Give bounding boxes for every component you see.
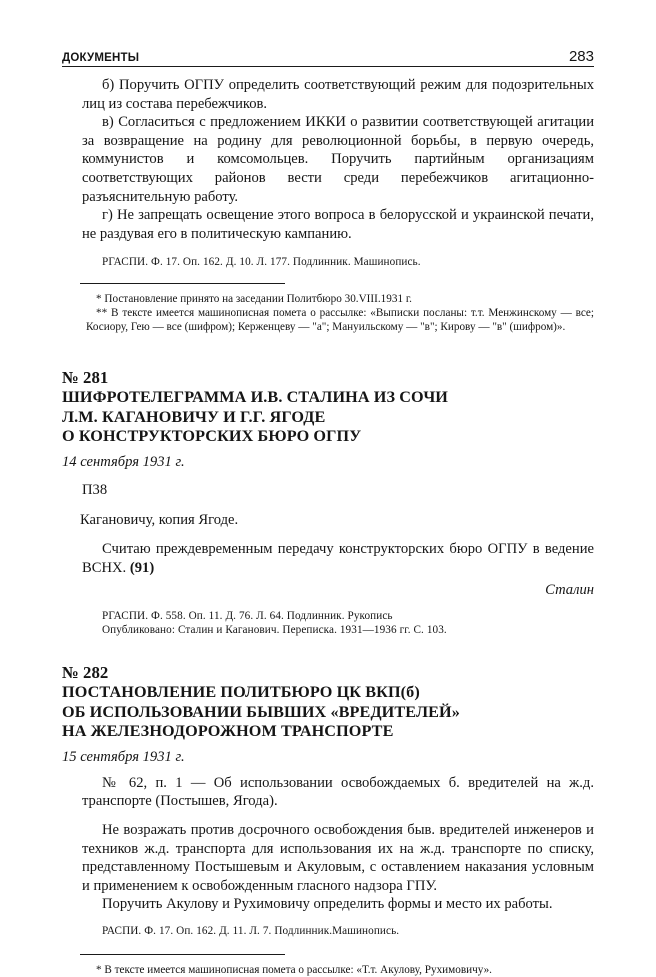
doc-number: № 281	[62, 368, 109, 388]
resolution-text: Поручить Акулову и Рухимовичу определить формы и место их работы.	[102, 896, 553, 913]
paragraph-g: г) Не запрещать освещение этого вопроса в белорусской и украинской печати, не раздувая его в политическую кампанию.	[82, 207, 594, 242]
doc-title-line: ШИФРОТЕЛЕГРАММА И.В. СТАЛИНА ИЗ СОЧИ	[62, 388, 449, 407]
doc-title-line: О КОНСТРУКТОРСКИХ БЮРО ОГПУ	[62, 427, 362, 446]
doc-282-heading	[62, 663, 594, 766]
footnote-1: * Постановление принято на заседании Политбюро 30.VIII.1931 г.	[96, 293, 412, 306]
telegram-body	[82, 540, 594, 577]
footnote-3: * В тексте имеется машинописная помета о рассылке: «Т.т. Акулову, Рухимовичу».	[96, 963, 492, 976]
page-header	[62, 38, 594, 67]
signature: Сталин	[545, 582, 594, 599]
footnote-divider	[80, 283, 285, 284]
publication-note: Опубликовано: Сталин и Каганович. Переписка. 1931—1936 гг. С. 103.	[102, 624, 447, 637]
resolution-text: Не возражать против досрочного освобождения быв. вредителей инженеров и техников ж.д. транспорта для использования их на ж.д. транспорте по списку, представленному Постышевым и Акуловым, с оставлением наказания условным и применением к освобожденным гласного надзора ГПУ.	[82, 821, 594, 894]
archive-source: РГАСПИ. Ф. 17. Оп. 162. Д. 10. Л. 177. Подлинник. Машинопись.	[102, 256, 421, 269]
paragraph-b: б) Поручить ОГПУ определить соответствующий режим для подозрительных лиц из состава перебежчиков.	[82, 77, 594, 112]
doc-date: 14 сентября 1931 г.	[62, 453, 185, 470]
page-number: 283	[568, 48, 594, 65]
paragraph-v: в) Согласиться с предложением ИККИ о развитии соответствующей агитации за возвращение на родину для революционной борьбы, в первую очередь, коммунистов и комсомольцев. Поручить партийным организациям соответствующих районов вести среди перебежчиков агитационно-разъяснительную работу.	[82, 114, 594, 205]
doc-title-line: НА ЖЕЛЕЗНОДОРОЖНОМ ТРАНСПОРТЕ	[62, 722, 394, 741]
doc-title-line: Л.М. КАГАНОВИЧУ И Г.Г. ЯГОДЕ	[62, 407, 326, 426]
doc-title-line: ПОСТАНОВЛЕНИЕ ПОЛИТБЮРО ЦК ВКП(б)	[62, 683, 420, 702]
doc-date: 15 сентября 1931 г.	[62, 748, 185, 765]
running-title: ДОКУМЕНТЫ	[62, 52, 140, 64]
footnote-2: ** В тексте имеется машинописная помета о рассылке: «Выписки посланы: т.т. Менжинскому — все; Косиору, Гею — все (шифром); Керженцеву — "а"; Мануильскому — "в"; Кирову — "в" (шифром)».	[86, 307, 594, 334]
doc-number: № 282	[62, 663, 109, 683]
doc-title-line: ОБ ИСПОЛЬЗОВАНИИ БЫВШИХ «ВРЕДИТЕЛЕЙ»	[62, 702, 460, 721]
footnote-divider	[80, 954, 285, 955]
archive-source: РГАСПИ. Ф. 558. Оп. 11. Д. 76. Л. 64. Подлинник. Рукопись	[102, 610, 393, 623]
telegram-code: П38	[82, 481, 108, 498]
doc-281-heading	[62, 368, 594, 471]
telegram-text: Считаю преждевременным передачу конструкторских бюро ОГПУ в ведение ВСНХ.	[82, 541, 594, 576]
archive-source: РАСПИ. Ф. 17. Оп. 162. Д. 11. Л. 7. Подлинник.Машинопись.	[102, 924, 400, 937]
agenda-item: № 62, п. 1 — Об использовании освобождаемых б. вредителей на ж.д. транспорте (Постышев, Ягода).	[82, 774, 594, 810]
page-content	[62, 76, 594, 977]
addressee: Кагановичу, копия Ягоде.	[80, 512, 239, 529]
note-reference: (91)	[129, 559, 155, 576]
